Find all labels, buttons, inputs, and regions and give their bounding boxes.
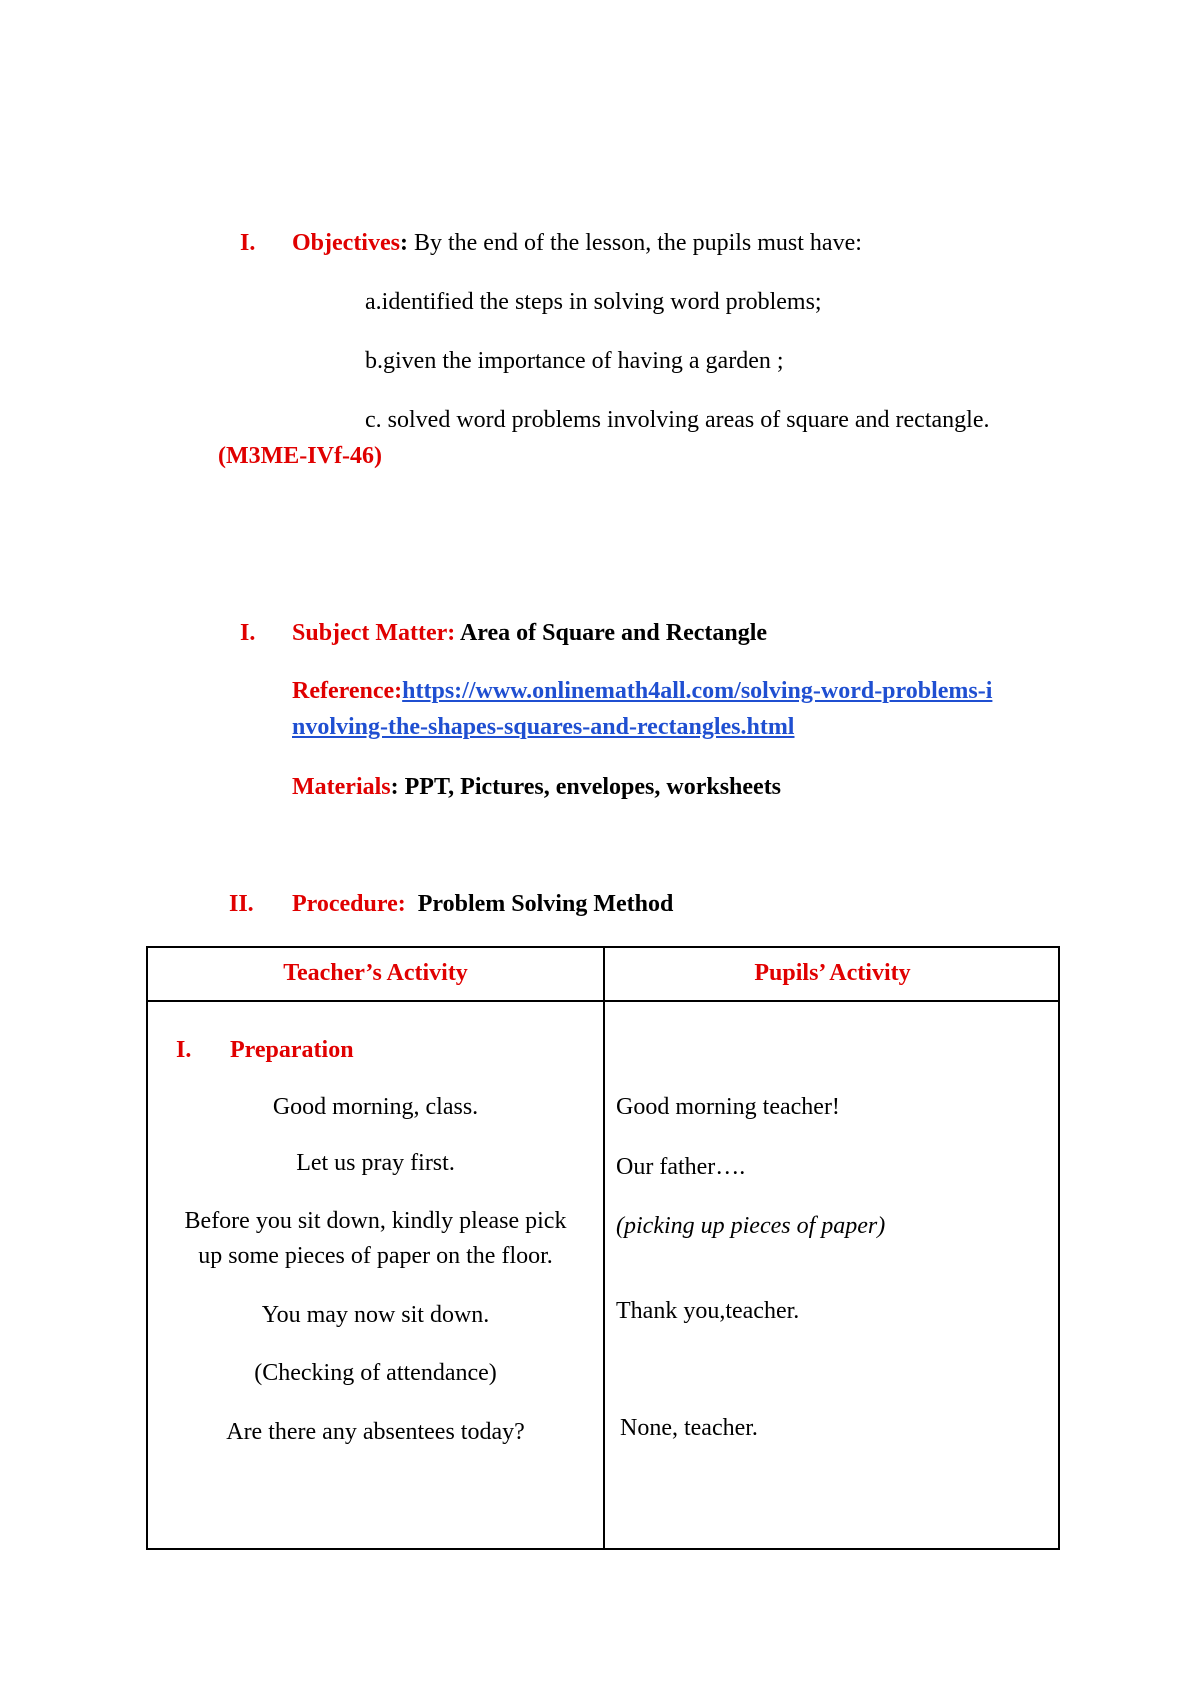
procedure-label: Procedure: (292, 891, 406, 917)
header-divider (148, 1000, 1058, 1002)
objective-item-c: c. solved word problems involving areas of square and rectangle. (365, 407, 990, 433)
teacher-line: up some pieces of paper on the floor. (198, 1243, 553, 1269)
teacher-line: You may now sit down. (261, 1302, 490, 1328)
teacher-line: Before you sit down, kindly please pick (184, 1208, 567, 1234)
materials-line (292, 774, 781, 801)
pupil-line: Good morning teacher! (616, 1094, 840, 1120)
subject-matter-numeral: I. (240, 620, 256, 646)
reference-label: Reference: (292, 678, 403, 704)
objectives-line (292, 230, 862, 257)
pupil-line: Our father…. (616, 1154, 746, 1180)
reference-link-continued[interactable]: nvolving-the-shapes-squares-and-rectangles.html (292, 714, 795, 740)
procedure-value: Problem Solving Method (405, 891, 674, 917)
pupil-line: (picking up pieces of paper) (616, 1213, 886, 1239)
preparation-numeral: I. (176, 1037, 192, 1063)
subject-matter-line (292, 620, 767, 647)
preparation-title: Preparation (230, 1037, 354, 1063)
reference-line-2 (292, 714, 794, 741)
objectives-numeral: I. (240, 230, 256, 256)
activity-table (146, 946, 1060, 1550)
subject-matter-label: Subject Matter: (292, 620, 456, 646)
materials-label: Materials (292, 774, 391, 800)
materials-colon: : (390, 774, 399, 800)
column-divider (603, 948, 605, 1548)
pupil-line: None, teacher. (620, 1415, 758, 1441)
materials-value: PPT, Pictures, envelopes, worksheets (398, 774, 782, 800)
objectives-intro: By the end of the lesson, the pupils must have: (407, 230, 862, 256)
objectives-label: Objectives (292, 230, 400, 256)
objective-item-b: b.given the importance of having a garden ; (365, 348, 784, 374)
procedure-line (292, 891, 673, 918)
teacher-line: Are there any absentees today? (226, 1419, 525, 1445)
objectives-colon: : (399, 230, 408, 256)
reference-link[interactable]: https://www.onlinemath4all.com/solving-word-problems-i (402, 678, 993, 704)
header-teacher-activity: Teacher’s Activity (283, 960, 468, 986)
pupil-line: Thank you,teacher. (616, 1298, 800, 1324)
procedure-numeral: II. (229, 891, 254, 917)
teacher-line: Let us pray first. (296, 1150, 455, 1176)
teacher-line: Good morning, class. (272, 1094, 479, 1120)
reference-line-1 (292, 678, 992, 705)
teacher-line: (Checking of attendance) (254, 1360, 497, 1386)
objective-item-a: a.identified the steps in solving word problems; (365, 289, 822, 315)
header-pupils-activity: Pupils’ Activity (754, 960, 911, 986)
subject-matter-value: Area of Square and Rectangle (455, 620, 768, 646)
competency-code: (M3ME-IVf-46) (218, 443, 382, 469)
